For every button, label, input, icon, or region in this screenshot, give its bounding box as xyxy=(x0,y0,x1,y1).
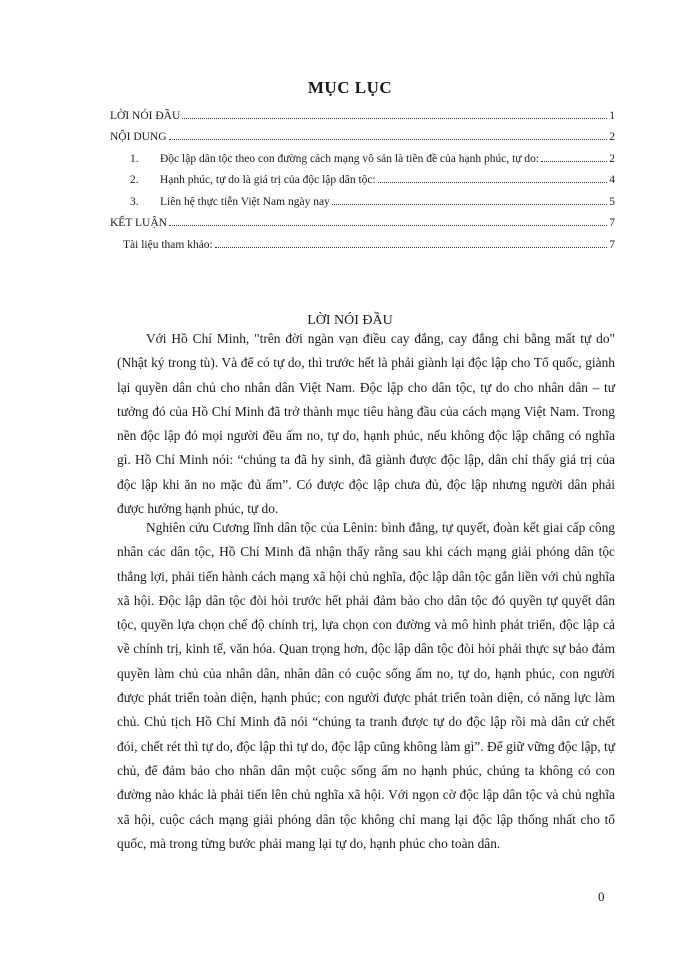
toc-entry-page: 4 xyxy=(609,174,615,186)
toc-entry[interactable] xyxy=(110,143,615,165)
body-paragraph: Với Hồ Chí Minh, "trên đời ngàn vạn điều cay đắng, cay đắng chi bằng mất tự do" (Nhật ký trong tù). Và để có tự do, thì trước hết là phải giành lại độc lập cho Tổ quốc, giành lại quyền dân chủ cho nhân dân Việt Nam. Độc lập cho dân tộc, tự do cho nhân dân – tư tưởng đó của Hồ Chí Minh đã trở thành mục tiêu hàng đầu của cách mạng Việt Nam. Trong nền độc lập đó mọi người đều ấm no, tự do, hạnh phúc, nếu không độc lập chẳng có nghĩa gì. Hồ Chí Minh nói: “chúng ta đã hy sinh, đã giành được độc lập, dân chỉ thấy giá trị của độc lập khi ăn no mặc đủ ấm”. Có được độc lập chưa đủ, độc lập nhưng người dân phải được hưởng hạnh phúc, tự do. xyxy=(117,331,615,517)
toc-leader-dots xyxy=(182,118,607,119)
toc-entry-label: Liên hệ thực tiễn Việt Nam ngày nay xyxy=(160,195,330,208)
toc-entry-label: Tài liệu tham khảo: xyxy=(123,238,213,251)
toc-leader-dots xyxy=(541,161,607,162)
toc-entry[interactable] xyxy=(110,186,615,208)
body-paragraph: Nghiên cứu Cương lĩnh dân tộc của Lênin: bình đẳng, tự quyết, đoàn kết giai cấp công nhân các dân tộc, Hồ Chí Minh đã nhận thấy rằng sau khi cách mạng giải phóng dân tộc thắng lợi, phải tiến hành cách mạng xã hội chủ nghĩa, độc lập dân tộc gắn liền với chủ nghĩa xã hội. Độc lập dân tộc đòi hỏi trước hết phải đảm bảo cho dân tộc đó quyền tự quyết dân tộc, quyền lựa chọn chế độ chính trị, lựa chọn con đường và mô hình phát triển, độc lập cả về chính trị, kinh tế, văn hóa. Quan trọng hơn, độc lập dân tộc đòi hỏi phải thực sự bảo đảm quyền làm chủ của nhân dân, nhân dân có cuộc sống ấm no, tự do, hạnh phúc, con người được phát triển toàn diện, hạnh phúc; con người được phát triển toàn diện, có năng lực làm chủ. Chủ tịch Hồ Chí Minh đã nói “chúng ta tranh được tự do độc lập rồi mà dân cứ chết đói, chết rét thì tự do, độc lập thì tự do, độc lập cũng không làm gì”. Để giữ vững độc lập, tự chủ, để đảm bảo cho nhân dân một cuộc sống ấm no hạnh phúc, chúng ta không có con đường nào khác là phải tiến lên chủ nghĩa xã hội. Với ngọn cờ độc lập dân tộc và chủ nghĩa xã hội, cuộc cách mạng giải phóng dân tộc không chỉ mang lại độc lập thống nhất cho tổ quốc, mà trong từng bước phải mang lại tự do, hạnh phúc cho toàn dân. xyxy=(117,520,615,851)
toc-entry-page: 2 xyxy=(609,131,615,143)
toc-entry-number: 2. xyxy=(130,174,139,186)
page-number: 0 xyxy=(598,889,605,904)
toc-entry-page: 2 xyxy=(609,152,615,165)
toc-entry-page: 5 xyxy=(609,195,615,208)
toc-leader-dots xyxy=(169,225,607,226)
toc-leader-dots xyxy=(378,182,608,183)
toc-entry-page: 1 xyxy=(609,109,615,122)
toc-leader-dots xyxy=(332,204,607,205)
toc-entry[interactable] xyxy=(110,229,615,251)
toc-entry-number: 3. xyxy=(130,195,139,208)
toc-entry-label: Hạnh phúc, tự do là giá trị của độc lập dân tộc: xyxy=(160,174,376,186)
toc-entry-page: 7 xyxy=(609,238,615,251)
toc-entry[interactable] xyxy=(110,122,615,144)
toc-entry-label: LỜI NÓI ĐẦU xyxy=(110,109,181,122)
toc-entry[interactable] xyxy=(110,165,615,187)
toc-title: MỤC LỤC xyxy=(307,78,393,97)
toc-entry-page: 7 xyxy=(609,217,615,229)
toc-leader-dots xyxy=(169,139,608,140)
toc-entry-label: KẾT LUẬN xyxy=(110,217,167,229)
toc-entry[interactable] xyxy=(110,208,615,230)
toc-entry-label: Độc lập dân tộc theo con đường cách mạng vô sản là tiền đề của hạnh phúc, tự do: xyxy=(160,152,540,165)
toc-entry[interactable] xyxy=(110,100,615,122)
toc-entry-label: NỘI DUNG xyxy=(110,131,167,143)
toc-entry-number: 1. xyxy=(130,152,139,165)
section-title: LỜI NÓI ĐẦU xyxy=(307,313,393,328)
toc-leader-dots xyxy=(215,247,608,248)
table-of-contents xyxy=(110,100,615,251)
